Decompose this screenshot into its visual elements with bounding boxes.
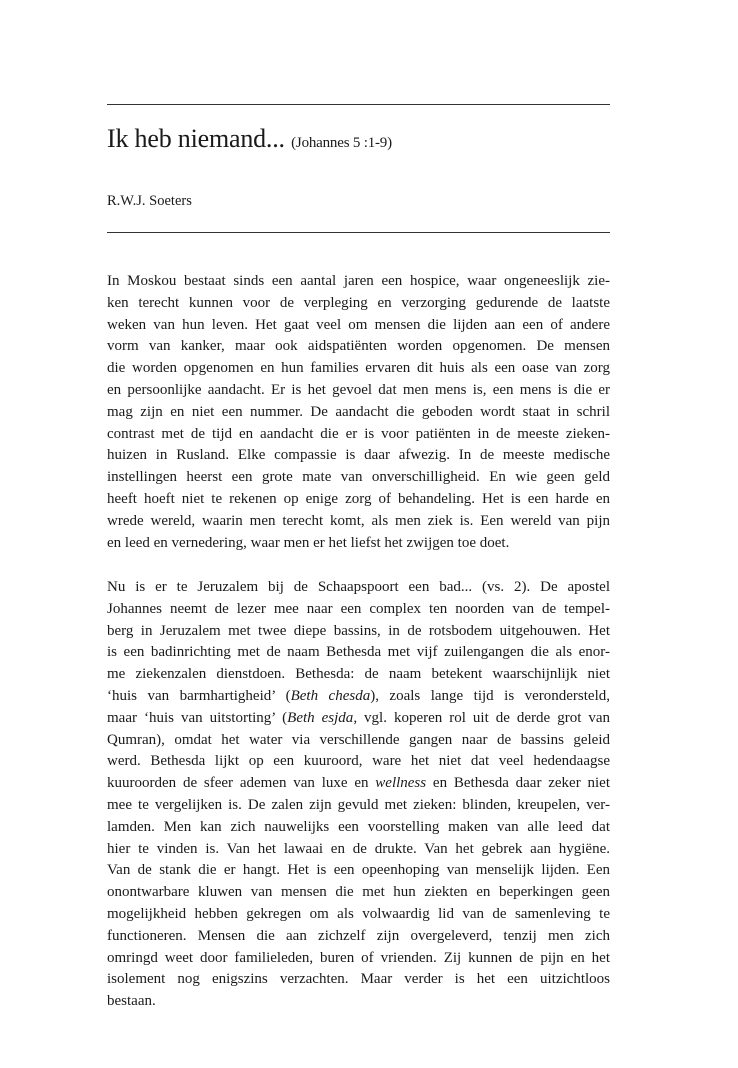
text-line: Qumran), omdat het water via verschillende gangen naar de bassins geleid [107,731,610,748]
paragraph-1 [107,271,610,554]
text-line: berg in Jeruzalem met twee diepe bassins, in de rotsbodem uitgehouwen. Het [107,622,610,639]
italic-term: wellness [375,775,427,792]
text-line: contrast met de tijd en aandacht die er is voor patiënten in de meeste zieken- [107,425,610,442]
bible-reference: (Johannes 5 :1-9) [291,135,392,151]
italic-term: Beth chesda [290,687,371,704]
text-line: Nu is er te Jeruzalem bij de Schaapspoort een bad... (vs. 2). De apostel [107,579,610,595]
text-line: omringd weet door familieleden, buren of vrienden. Zij kunnen de pijn en het [107,949,610,966]
text-line: onontwarbare kluwen van mensen die met hun ziekten en beperkingen geen [107,884,610,901]
text-line: mee te vergelijken is. De zalen zijn gevuld met zieken: blinden, kreupelen, ver- [107,796,610,813]
text-segment: , vgl. koperen rol uit de derde grot van [353,709,611,726]
text-line: lamden. Men kan zich nauwelijks een voorstelling maken van alle leed dat [107,818,610,835]
author-name: R.W.J. Soeters [107,193,192,209]
text-line: en persoonlijke aandacht. Er is het gevoel dat men mens is, een mens is die er [107,381,610,398]
text-line [107,773,610,795]
text-line: hier te vinden is. Van het lawaai en de drukte. Van het gebrek aan hygiëne. [107,840,610,857]
text-line: heeft hoeft niet te rekenen op enige zorg of behandeling. Het is een harde en [107,490,610,507]
text-line [107,708,610,730]
text-line: vorm van kanker, maar ook aidspatiënten worden opgenomen. De mensen [107,338,610,355]
text-line: isolement nog enigszins verzachten. Maar verder is het een uitzichtloos [107,971,610,988]
italic-term: Beth esjda [287,709,354,726]
text-line: mogelijkheid hebben gekregen om als volwaardig lid van de samenleving te [107,905,610,922]
text-line: werd. Bethesda lijkt op een kuuroord, ware het niet dat veel hedendaagse [107,753,610,770]
paragraph-2 [107,577,610,1013]
text-line: Johannes neemt de lezer mee naar een complex ten noorden van de tempel- [107,600,610,617]
text-line: Van de stank die er hangt. Het is een opeenhoping van menselijk lijden. Een [107,862,610,879]
text-line: is een badinrichting met de naam Bethesda met vijf zuilengangen die als enor- [107,644,610,661]
text-line [107,686,610,708]
text-line: ken terecht kunnen voor de verpleging en verzorging gedurende de laatste [107,294,610,311]
text-segment: maar ‘huis van uitstorting’ ( [107,709,288,726]
text-line: weken van hun leven. Het gaat veel om mensen die lijden aan een of andere [107,316,610,333]
text-line: wrede wereld, waarin men terecht komt, als men ziek is. Een wereld van pijn [107,512,610,529]
text-line: en leed en vernedering, waar men er het liefst het zwijgen toe doet. [107,534,510,551]
title-text: Ik heb niemand... [107,124,285,153]
bottom-rule [107,232,610,233]
text-line: functioneren. Mensen die aan zichzelf zijn overgeleverd, tenzij men zich [107,927,610,944]
top-rule [107,104,610,105]
text-segment: ‘huis van barmhartigheid’ ( [107,687,291,704]
text-line: bestaan. [107,993,156,1010]
text-segment: kuuroorden de sfeer ademen van luxe en [107,775,376,792]
text-segment: en Bethesda daar zeker niet [426,775,610,792]
article-title [107,124,392,154]
text-line: instellingen heerst een grote mate van onverschilligheid. En wie geen geld [107,469,610,486]
text-line: In Moskou bestaat sinds een aantal jaren een hospice, waar ongeneeslijk zie- [107,273,610,289]
text-line: mag zijn en niet een nummer. De aandacht die geboden wordt staat in schril [107,403,610,420]
text-line: me ziekenzalen dienstdoen. Bethesda: de naam betekent waarschijnlijk niet [107,666,610,683]
text-line: die worden opgenomen en hun families ervaren dit huis als een oase van zorg [107,360,610,377]
text-line: huizen in Rusland. Elke compassie is daar afwezig. In de meeste medische [107,447,610,464]
text-segment: ), zoals lange tijd is verondersteld, [370,687,611,704]
